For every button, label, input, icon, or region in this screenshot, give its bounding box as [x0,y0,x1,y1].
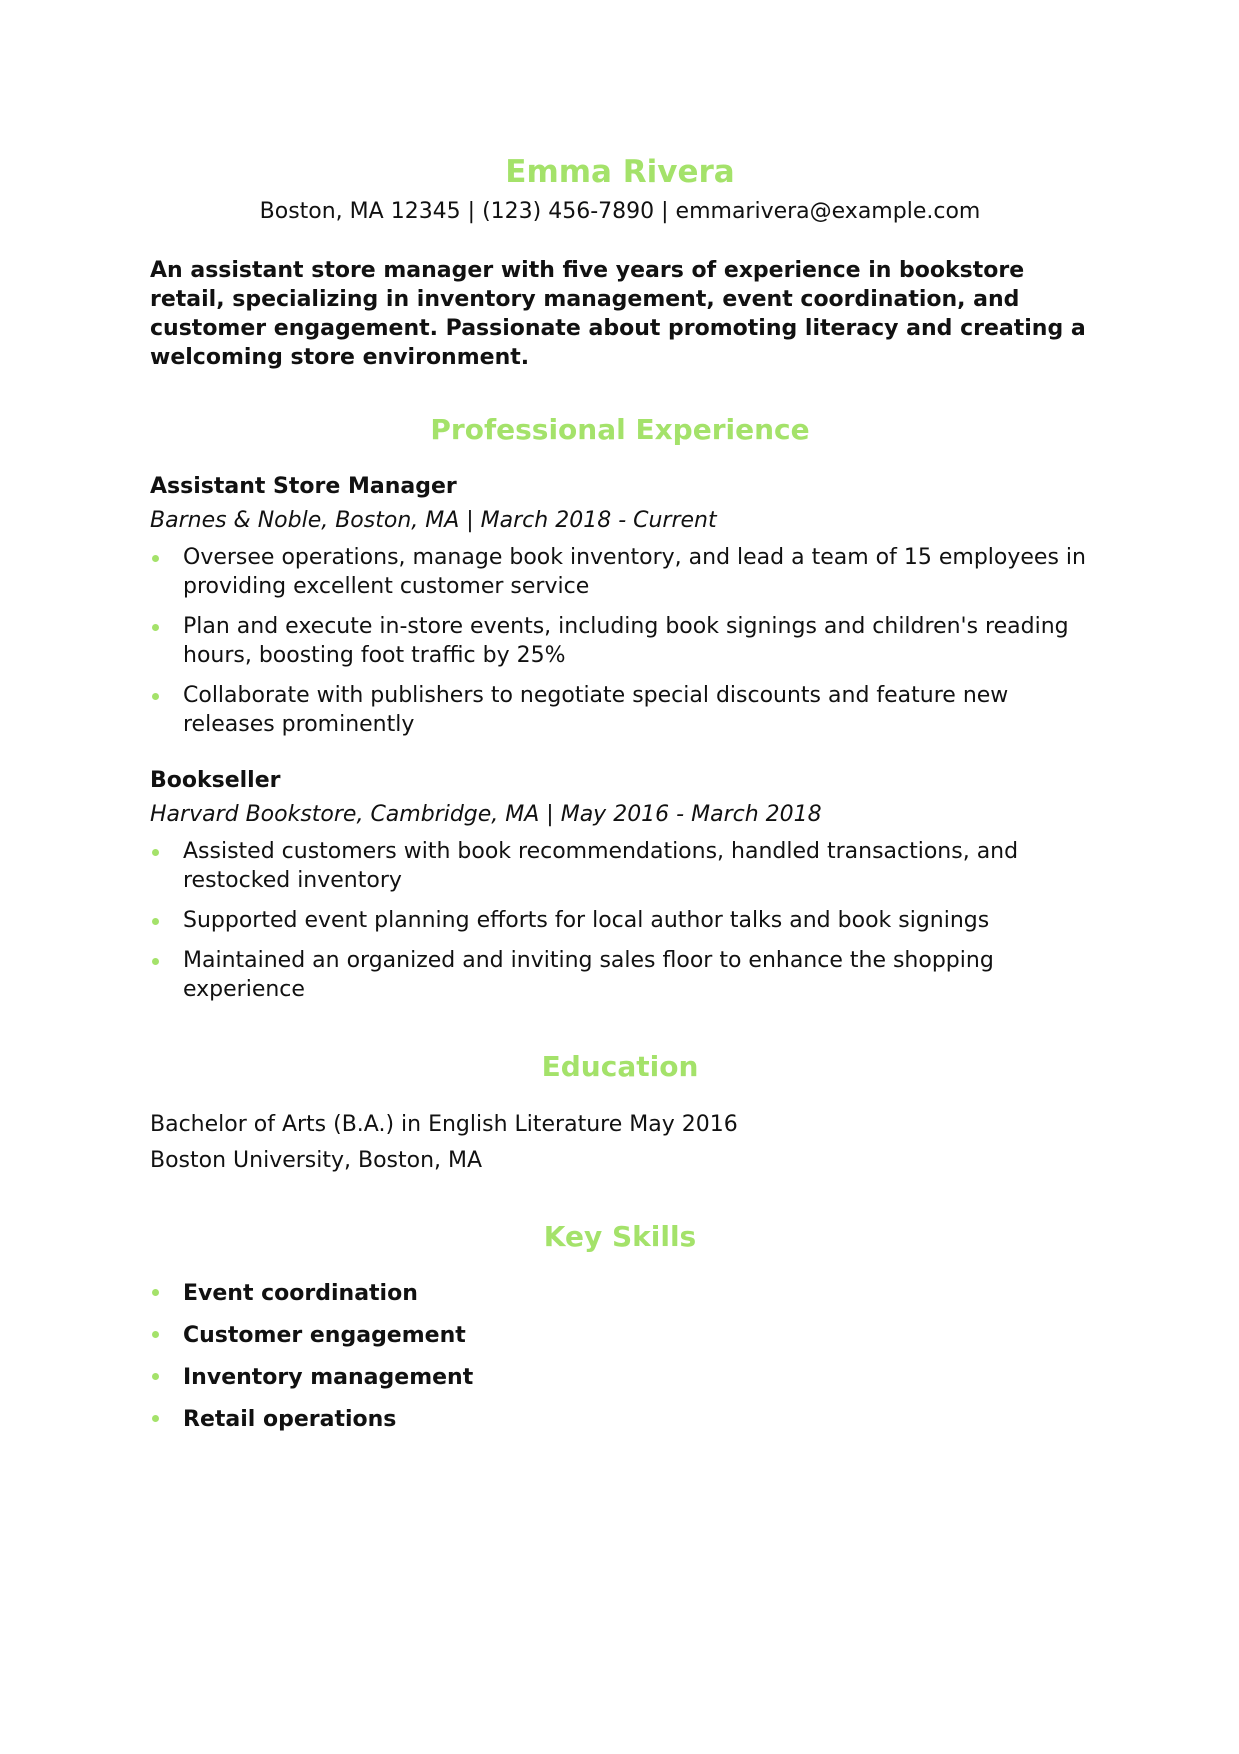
bullet-text: Assisted customers with book recommendations, handled transactions, and restocked inventory [183,839,1019,893]
skill-text: Inventory management [183,1365,474,1390]
education-heading: Education [541,1050,699,1083]
bullet-dot-icon [152,1289,159,1296]
list-item [150,906,1090,935]
list-item [150,837,1090,895]
list-item [150,1363,1090,1392]
bullet-text: Plan and execute in-store events, including book signings and children's reading hours, boosting foot traffic by 25% [183,614,1069,668]
summary-paragraph: An assistant store manager with five years of experience in bookstore retail, specializing in inventory management, event coordination, and customer engagement. Passionate about promoting literacy and creating a welcoming store environment. [150,258,1086,370]
list-item [150,543,1090,601]
bullet-dot-icon [152,624,159,631]
skill-text: Customer engagement [183,1323,466,1348]
job-title: Assistant Store Manager [150,474,457,499]
education-degree: Bachelor of Arts (B.A.) in English Literature May 2016 [150,1112,738,1137]
bullet-dot-icon [152,918,159,925]
bullet-dot-icon [152,1415,159,1422]
skill-text: Event coordination [183,1281,418,1306]
bullet-dot-icon [152,958,159,965]
education-entry [150,1107,1090,1179]
bullet-text: Oversee operations, manage book inventory, and lead a team of 15 employees in providing excellent customer service [183,545,1086,599]
experience-heading: Professional Experience [430,413,810,446]
bullet-dot-icon [152,1331,159,1338]
contact-line: Boston, MA 12345 | (123) 456-7890 | emmarivera@example.com [259,199,981,224]
job-bullets [150,543,1090,739]
job-entry [150,471,1090,739]
job-entry [150,765,1090,1004]
job-bullets [150,837,1090,1004]
skills-list [150,1279,1090,1434]
list-item [150,612,1090,670]
list-item [150,1279,1090,1308]
list-item [150,681,1090,739]
bullet-dot-icon [152,555,159,562]
education-school: Boston University, Boston, MA [150,1148,483,1173]
skill-text: Retail operations [183,1407,397,1432]
job-meta: Barnes & Noble, Boston, MA | March 2018 - Current [150,508,717,533]
bullet-dot-icon [152,849,159,856]
resume-page [150,150,1090,1447]
list-item [150,1321,1090,1350]
bullet-text: Collaborate with publishers to negotiate special discounts and feature new releases prominently [183,683,1009,737]
list-item [150,946,1090,1004]
candidate-name: Emma Rivera [505,154,735,190]
bullet-text: Supported event planning efforts for local author talks and book signings [183,908,990,933]
bullet-dot-icon [152,1373,159,1380]
bullet-text: Maintained an organized and inviting sales floor to enhance the shopping experience [183,948,994,1002]
skills-heading: Key Skills [543,1220,697,1253]
job-title: Bookseller [150,768,281,793]
job-meta: Harvard Bookstore, Cambridge, MA | May 2016 - March 2018 [150,802,822,827]
list-item [150,1405,1090,1434]
bullet-dot-icon [152,693,159,700]
